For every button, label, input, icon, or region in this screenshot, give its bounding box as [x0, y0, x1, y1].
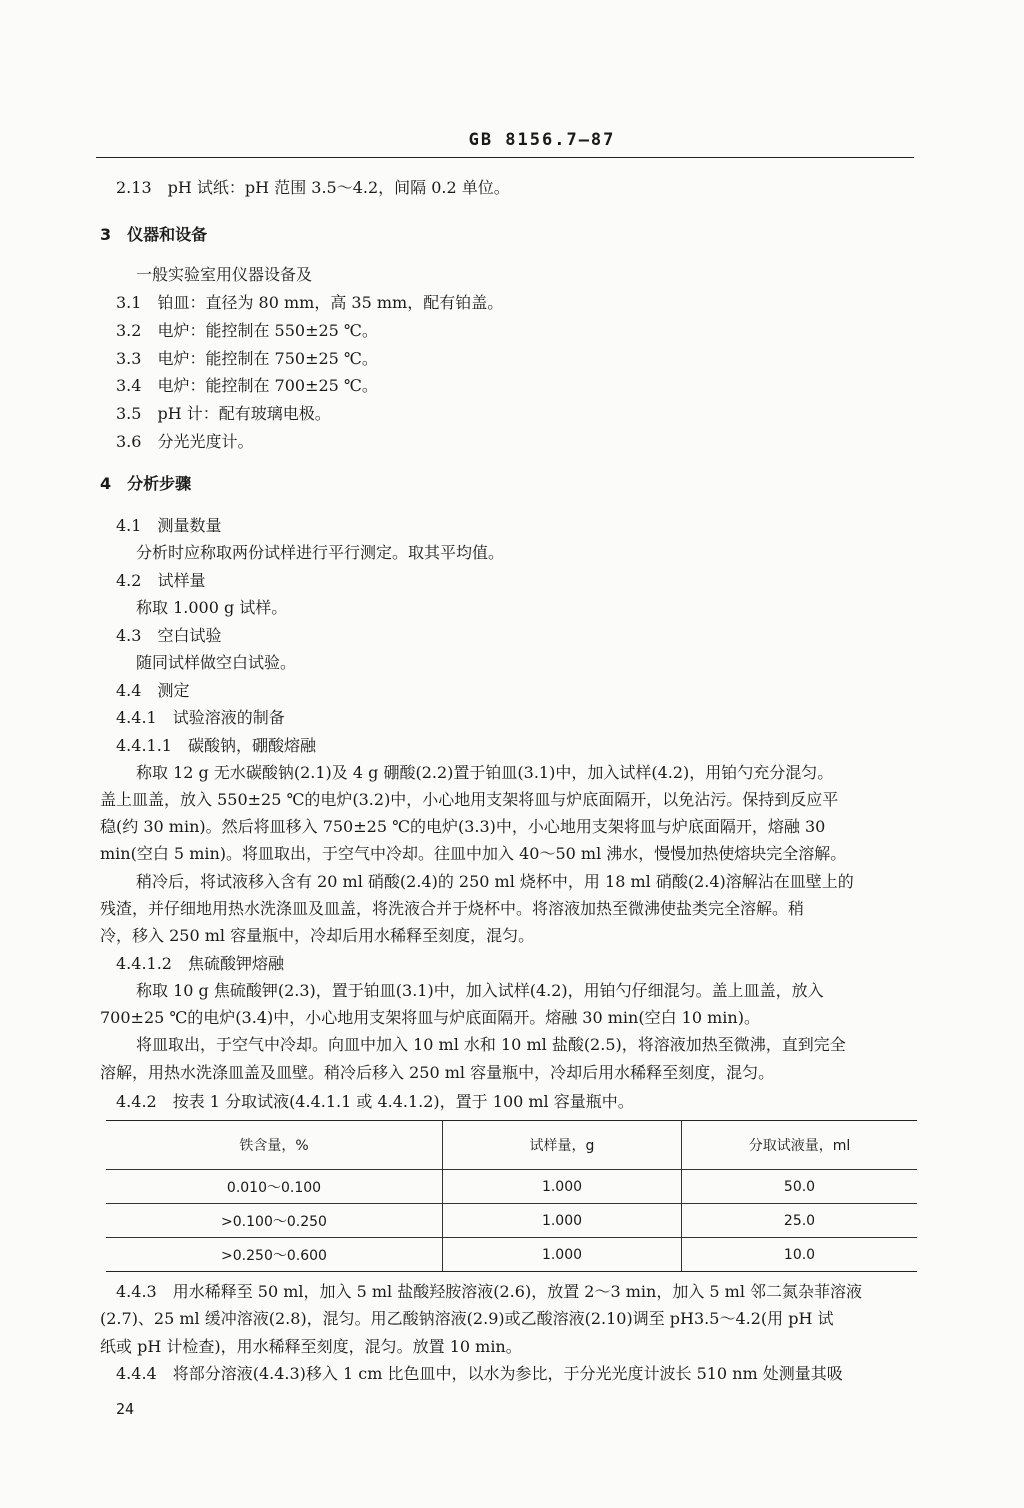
table-cell: 25.0	[682, 1204, 918, 1238]
text-line: 3.6 分光光度计。	[116, 432, 254, 451]
text-line: 4.2 试样量	[116, 571, 206, 590]
table-header-row	[106, 1121, 917, 1170]
table-cell: >0.100～0.250	[106, 1204, 443, 1238]
text-line: 稍冷后，将试液移入含有 20 ml 硝酸(2.4)的 250 ml 烧杯中，用 18 ml 硝酸(2.4)溶解沾在皿壁上的	[136, 872, 854, 891]
text-line: 随同试样做空白试验。	[136, 653, 297, 672]
allocation-table	[106, 1120, 917, 1272]
text-line: 2.13 pH 试纸：pH 范围 3.5～4.2，间隔 0.2 单位。	[116, 178, 510, 197]
text-line: 4.4 测定	[116, 681, 190, 700]
text-line: 3.3 电炉：能控制在 750±25 ℃。	[116, 349, 378, 368]
text-line: 称取 12 g 无水碳酸钠(2.1)及 4 g 硼酸(2.2)置于铂皿(3.1)中，加入试样(4.2)，用铂勺充分混匀。	[136, 763, 834, 782]
section-heading: 4 分析步骤	[100, 474, 192, 493]
text-line: 3.5 pH 计：配有玻璃电极。	[116, 404, 331, 423]
page-header: GB 8156.7—87	[468, 130, 616, 150]
text-line: 称取 10 g 焦硫酸钾(2.3)，置于铂皿(3.1)中，加入试样(4.2)，用铂勺仔细混匀。盖上皿盖，放入	[136, 981, 824, 1000]
text-line: 4.1 测量数量	[116, 516, 222, 535]
header-rule	[96, 157, 914, 158]
text-line: 3.1 铂皿：直径为 80 mm，高 35 mm，配有铂盖。	[116, 293, 504, 312]
text-line: 纸或 pH 计检查)，用水稀释至刻度，混匀。放置 10 min。	[100, 1337, 522, 1356]
text-line: 稳(约 30 min)。然后将皿移入 750±25 ℃的电炉(3.3)中，小心地用支架将皿与炉底面隔开，熔融 30	[100, 817, 826, 836]
text-line: 残渣，并仔细地用热水洗涤皿及皿盖，将洗液合并于烧杯中。将溶液加热至微沸使盐类完全溶解。稍	[100, 899, 805, 918]
text-line: 称取 1.000 g 试样。	[136, 598, 288, 617]
section-heading: 3 仪器和设备	[100, 225, 208, 244]
table-row	[106, 1238, 917, 1272]
text-line: 盖上皿盖，放入 550±25 ℃的电炉(3.2)中，小心地用支架将皿与炉底面隔开，以免沾污。保持到反应平	[100, 790, 839, 809]
text-line: 一般实验室用仪器设备及	[136, 265, 313, 284]
text-line: min(空白 5 min)。将皿取出，于空气中冷却。往皿中加入 40～50 ml 沸水，慢慢加热使熔块完全溶解。	[100, 844, 847, 863]
text-line: 3.2 电炉：能控制在 550±25 ℃。	[116, 321, 378, 340]
table-header: 试样量，g	[443, 1121, 682, 1170]
text-line: 将皿取出，于空气中冷却。向皿中加入 10 ml 水和 10 ml 盐酸(2.5)，将溶液加热至微沸，直到完全	[136, 1035, 846, 1054]
text-line: 4.4.1.1 碳酸钠，硼酸熔融	[116, 736, 316, 755]
text-line: 溶解，用热水洗涤皿盖及皿壁。稍冷后移入 250 ml 容量瓶中，冷却后用水稀释至刻度，混匀。	[100, 1063, 775, 1082]
page-number: 24	[116, 1400, 135, 1418]
text-line: 4.3 空白试验	[116, 626, 222, 645]
text-line: 3.4 电炉：能控制在 700±25 ℃。	[116, 376, 378, 395]
table-header: 铁含量，%	[106, 1121, 443, 1170]
table-cell: 0.010～0.100	[106, 1170, 443, 1204]
text-line: 分析时应称取两份试样进行平行测定。取其平均值。	[136, 543, 505, 562]
table-row	[106, 1170, 917, 1204]
text-line: 4.4.1.2 焦硫酸钾熔融	[116, 954, 284, 973]
text-line: 冷，移入 250 ml 容量瓶中，冷却后用水稀释至刻度，混匀。	[100, 926, 535, 945]
table-cell: 1.000	[443, 1170, 682, 1204]
text-line: (2.7)、25 ml 缓冲溶液(2.8)，混匀。用乙酸钠溶液(2.9)或乙酸溶液(2.10)调至 pH3.5～4.2(用 pH 试	[100, 1309, 834, 1328]
table-header: 分取试液量，ml	[682, 1121, 918, 1170]
table-cell: 1.000	[443, 1204, 682, 1238]
table-row	[106, 1204, 917, 1238]
text-line: 4.4.4 将部分溶液(4.4.3)移入 1 cm 比色皿中，以水为参比，于分光光度计波长 510 nm 处测量其吸	[116, 1364, 843, 1383]
table-cell: >0.250～0.600	[106, 1238, 443, 1272]
text-line: 700±25 ℃的电炉(3.4)中，小心地用支架将皿与炉底面隔开。熔融 30 min(空白 10 min)。	[100, 1008, 760, 1027]
table-cell: 50.0	[682, 1170, 918, 1204]
table-cell: 1.000	[443, 1238, 682, 1272]
text-line: 4.4.2 按表 1 分取试液(4.4.1.1 或 4.4.1.2)，置于 100 ml 容量瓶中。	[116, 1092, 634, 1111]
text-line: 4.4.3 用水稀释至 50 ml，加入 5 ml 盐酸羟胺溶液(2.6)，放置 2～3 min，加入 5 ml 邻二氮杂菲溶液	[116, 1282, 863, 1301]
table-cell: 10.0	[682, 1238, 918, 1272]
text-line: 4.4.1 试验溶液的制备	[116, 708, 285, 727]
